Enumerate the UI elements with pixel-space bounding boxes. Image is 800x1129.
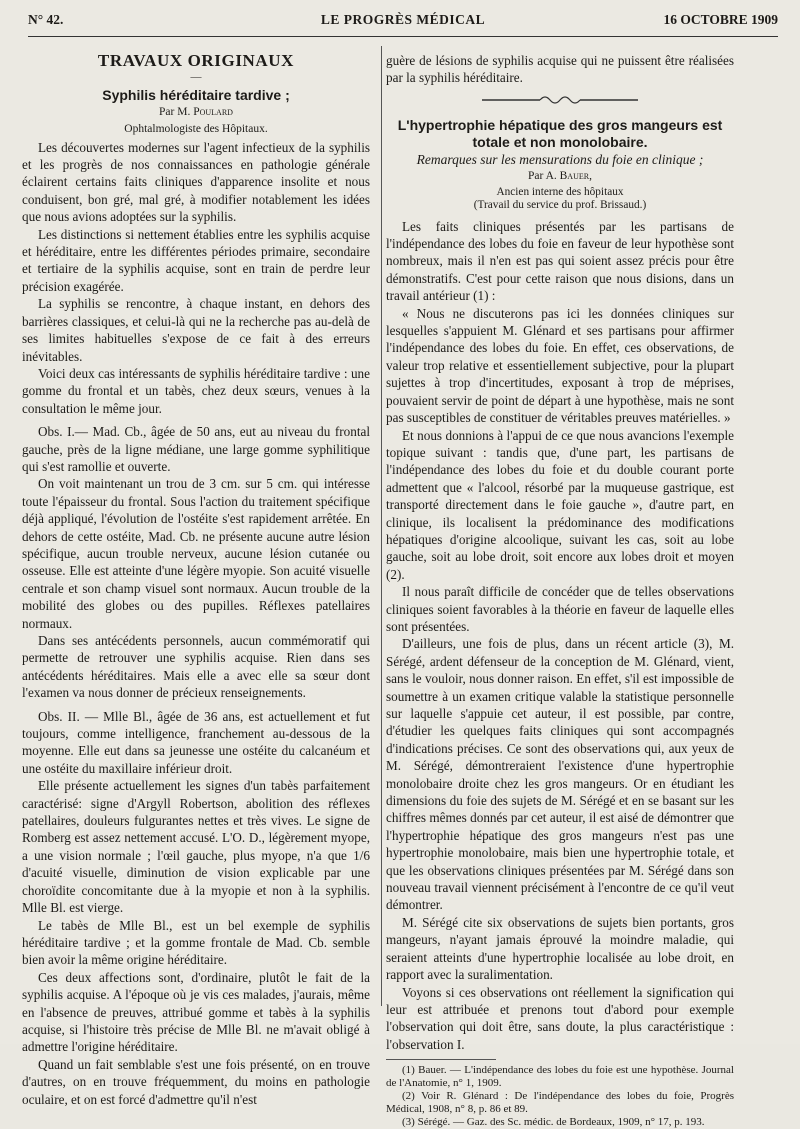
ornament-divider: [386, 93, 734, 109]
byline: [386, 168, 734, 185]
article-subtitle: Remarques sur les mensurations du foie en clinique ;: [416, 151, 704, 167]
author-affiliation: Ophtalmologiste des Hôpitaux.: [124, 123, 268, 136]
section-dash: —: [190, 71, 202, 84]
right-column: [386, 52, 734, 1129]
paragraph: Il nous paraît difficile de concéder que de telles observations cliniques soient favorables à la théorie en faveur de laquelle elles sont présentées.: [386, 584, 734, 634]
footnote: (2) Voir R. Glénard : De l'indépendance des lobes du foie, Progrès Médical, 1908, n° 8, p. 86 et 89.: [386, 1090, 734, 1116]
section-heading: TRAVAUX ORIGINAUX: [97, 51, 295, 70]
column-separator: [381, 46, 382, 1006]
journal-title: LE PROGRÈS MÉDICAL: [320, 12, 486, 27]
paragraph: Obs. II. — Mlle Bl., âgée de 36 ans, est actuellement et fut toujours, comme intelligence, franchement au-dessous de la moyenne. Elle eut dans sa jeunesse une ostéite du calcanéum et une ostéite du maxillaire inférieur droit.: [22, 708, 370, 776]
author-prefix: Par A.: [528, 170, 557, 183]
byline: [22, 104, 370, 121]
paragraph: Voyons si ces observations ont réellement la signification qui leur est attribuée et prenons tout d'abord pour exemple l'observation qui doit être, sans doute, la plus caractéristique : l'observation I.: [386, 984, 734, 1052]
footnote: (1) Bauer. — L'indépendance des lobes du foie est une hypothèse. Journal de l'Anatomie, n° 1, 1909.: [386, 1064, 734, 1090]
paragraph: Et nous donnions à l'appui de ce que nous avancions l'exemple topique suivant : tandis que, d'une part, les partisans de l'indépendance des lobes du foie et du double courant porte admettent que « l'alcool, résorbé par la muqueuse gastrique, est transporté directement dans le foie gauche », d'autre part, en clinique, ils localisent la prédominance des modifications hépatiques d'origine alcoolique, suivant les cas, soit au lobe gauche, soit au lobe droit, soit encore aux lobes droit et moyen (2).: [386, 427, 734, 582]
paragraph: Les découvertes modernes sur l'agent infectieux de la syphilis et les progrès de nos connaissances en pathologie générale éclairent certains faits cliniques d'apparence insolite et nous conduisent, bon gré, mal gré, à modifier notablement les idées que nous avions adoptées sur la syphilis.: [22, 139, 370, 225]
paragraph: Dans ses antécédents personnels, aucun commémoratif qui permette de retrouver une syphilis acquise. Rien dans ses antécédents héréditaires. Mais elle a avec elle sa sœur dont l'examen va nous donner de précieux renseignements.: [22, 633, 370, 701]
author-affiliation: Ancien interne des hôpitaux: [496, 185, 624, 198]
article-title: L'hypertrophie hépatique des gros mangeurs est totale et non monolobaire.: [397, 116, 723, 150]
author-name: Poulard: [193, 105, 233, 118]
paragraph: D'ailleurs, une fois de plus, dans un récent article (3), M. Sérégé, ardent défenseur de la conception de M. Glénard, vient, sans le vouloir, nous donner raison. En effet, s'il est impossible de soumettre à un examen critique valable la statistique personnelle sur laquelle s'appuie cet auteur, il est possible, par contre, d'étudier les quelques faits cliniques qui sont accompagnés d'indications précises. Ce sont des observations qui, aux yeux de M. Sérégé, démontreraient l'existence d'une hypertrophie monolobaire droite chez les gros mangeurs. Or en étudiant les dimensions du foie des sujets de M. Sérégé et en se basant sur les chiffres mêmes donnés par cet auteur, il est aisé de démontrer que l'hypertrophie hépatique des gros mangeurs n'est pas une hypertrophie monolobaire, mais bien une hypertrophie totale, et que les observations cliniques présentées par M. Sérégé dans son nouveau travail viennent précisément à l'encontre de ce qu'il veut démontrer.: [386, 636, 734, 913]
author-prefix: Par M.: [159, 105, 191, 118]
paragraph: « Nous ne discuterons pas ici les données cliniques sur lesquelles s'appuient M. Glénard et ses partisans pour affirmer l'indépendance des lobes du foie. En effet, ces observations, de valeur trop relative et essentiellement subjective, pour la plupart sujettes à trop d'incertitudes, exposant à trop de méprises, pouvaient servir de point de départ à une hypothèse, mais ne sont pas susceptibles de constituer de véritables preuves matérielles. »: [386, 305, 734, 426]
paragraph: Quand un fait semblable s'est une fois présenté, on en trouve d'autres, on en trouve fréquemment, du moins en pathologie oculaire, et on est forcé d'admettre qu'il n'est: [22, 1056, 370, 1107]
paragraph: Le tabès de Mlle Bl., est un bel exemple de syphilis héréditaire tardive ; et la gomme frontale de Mad. Cb. semble bien avoir la même origine héréditaire.: [22, 917, 370, 968]
issue-date: 16 OCTOBRE 1909: [663, 12, 778, 27]
running-header: [28, 6, 778, 36]
left-column: [22, 52, 370, 1108]
author-affiliation: (Travail du service du prof. Brissaud.): [473, 198, 647, 211]
paragraph: Voici deux cas intéressants de syphilis héréditaire tardive : une gomme du frontal et un tabès, chez deux sœurs, venues à la consultation le même jour.: [22, 365, 370, 416]
paragraph: Obs. I.— Mad. Cb., âgée de 50 ans, eut au niveau du frontal gauche, près de la ligne médiane, une large gomme syphilitique qui s'est ramollie et ouverte.: [22, 424, 370, 474]
article-title: Syphilis héréditaire tardive ;: [102, 86, 290, 103]
paragraph: On voit maintenant un trou de 3 cm. sur 5 cm. qui intéresse toute l'épaisseur du frontal. Sous l'action du traitement spécifique déjà appliqué, l'évolution de l'ostéite s'est rapidement arrêtée. En dehors de cette ostéite, Mad. Cb. ne présente aucune autre lésion spécifique, aucun trouble nerveux, aucune lésion cutanée ou osseuse. Elle est atteinte d'une légère myopie. Son acuité visuelle centrale et son champ visuel sont normaux. Aucun trouble de la mobilité des globes ou des pupilles. Réflexes patellaires normaux.: [22, 476, 370, 631]
paragraph: La syphilis se rencontre, à chaque instant, en dehors des barrières classiques, et celui-là qui ne la recherche pas au-delà de ses limites habituelles s'expose de ce fait à des erreurs inévitables.: [22, 296, 370, 364]
paragraph: M. Sérégé cite six observations de sujets bien portants, gros mangeurs, n'ayant jamais éprouvé la moindre maladie, qui seraient atteints d'une hypertrophie localisée au lobe droit, en rapport avec la suralimentation.: [386, 914, 734, 983]
paragraph: Les faits cliniques présentés par les partisans de l'indépendance des lobes du foie en faveur de leur hypothèse sont nombreux, mais il n'en est pas qui soient assez précis pour être démonstratifs. C'est pour cette raison que nous disions, dans un travail antérieur (1) :: [386, 218, 734, 304]
continued-text: guère de lésions de syphilis acquise qui ne puissent être réalisées par la syphilis héréditaire.: [386, 53, 734, 86]
issue-number: N° 42.: [28, 12, 64, 27]
paragraph: Ces deux affections sont, d'ordinaire, plutôt le fait de la syphilis acquise. A l'époque où je vis ces malades, j'aurais, même en l'absence de preuves, attribué gomme et tabès à la syphilis acquise, si l'histoire très précise de Mlle Bl. ne m'avait obligé à admettre l'origine héréditaire.: [22, 969, 370, 1055]
paragraph: Les distinctions si nettement établies entre les syphilis acquise et héréditaire, entre les différentes périodes primaire, secondaire et tertiaire de la syphilis acquise, sont en train de perdre leur précision exagérée.: [22, 226, 370, 294]
footnote: (3) Sérégé. — Gaz. des Sc. médic. de Bordeaux, 1909, n° 17, p. 193.: [402, 1116, 705, 1129]
author-name: Bauer,: [559, 170, 592, 183]
header-rule: [28, 36, 778, 37]
footnote-rule: [386, 1059, 496, 1060]
paragraph: Elle présente actuellement les signes d'un tabès parfaitement caractérisé: signe d'Argyll Robertson, abolition des réflexes patellaires, douleurs fulgurantes nettes et très vives. Le signe de Romberg est assez nettement accusé. L'O. D., légèrement myope, a une vision normale ; l'œil gauche, plus myope, n'a que 1/6 d'acuité visuelle, diminution de vision explicable par une choroïdite concomitante due à la myopie et non à la syphilis. Mlle Bl. est vierge.: [22, 778, 370, 916]
